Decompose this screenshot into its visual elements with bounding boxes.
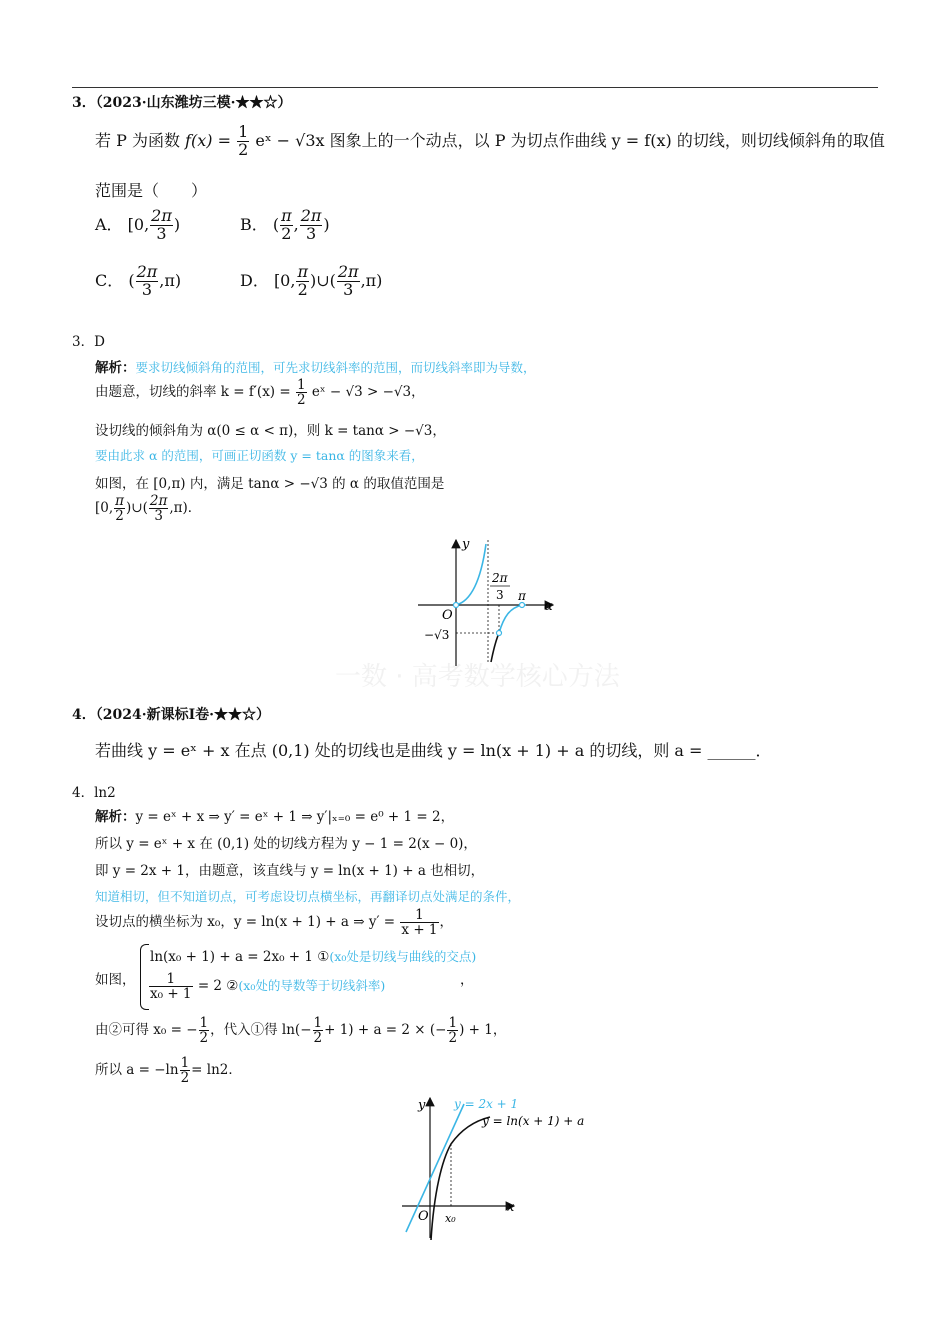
graph2-tangent-label: y = 2x + 1 (454, 1097, 519, 1111)
tan-tick-denominator: 3 (496, 588, 504, 602)
tan-point-origin (454, 603, 459, 608)
a4-line6-fraction1 (199, 1016, 210, 1045)
a3-line1-a: 由题意，切线的斜率 k = f′(x) = (95, 384, 291, 401)
tan-origin-label: O (442, 608, 453, 623)
a4-eq2-den: x₀ + 1 (150, 986, 192, 1003)
a3-line1-num: 1 (296, 377, 306, 393)
a3-line3: 如图，在 [0,π) 内，满足 tanα > −√3 的 α 的取值范围是 (95, 476, 445, 492)
a4-line1-text: y = eˣ + x ⇒ y′ = eˣ + 1 ⇒ y′|ₓ₌₀ = e⁰ + 1 = 2， (135, 809, 455, 825)
a4-line4-num: 1 (400, 908, 438, 923)
a3-line4-post: ,π)． (169, 500, 202, 517)
a3-header: 3．D (72, 334, 105, 350)
option-d-num1: π (297, 262, 308, 281)
a4-line3: 即 y = 2x + 1，由题意，该直线与 y = ln(x + 1) + a 也相切， (95, 863, 485, 879)
a4-eq2-num: 1 (149, 972, 193, 987)
a3-line4-den1: 2 (115, 508, 124, 525)
option-d-fraction2 (337, 264, 360, 299)
q3-option-c (95, 264, 181, 299)
tan-y-label: y (462, 537, 470, 552)
a4-note1-text: 知道相切，但不知道切点，可考虑设切点横坐标，再翻译切点处满足的条件， (95, 889, 521, 904)
a4-line7 (95, 1056, 242, 1085)
option-d-num2: 2π (337, 262, 359, 281)
a4-line6-den1: 2 (199, 1030, 209, 1047)
a4-line5-label: 如图， (95, 972, 136, 988)
q4-stem: 若曲线 y = eˣ + x 在点 (0,1) 处的切线也是曲线 y = ln(x + 1) + a 的切线，则 a = ______． (95, 741, 772, 760)
a4-eq2 (148, 972, 385, 1001)
q4-header (72, 704, 270, 724)
a3-note1: 要求切线倾斜角的范围，可先求切线斜率的范围，而切线斜率即为导数， (135, 360, 536, 375)
graph2-y-label: y (418, 1098, 426, 1113)
option-d-post: ,π) (360, 270, 383, 290)
tan-graph (410, 532, 580, 672)
option-b-num1: π (281, 206, 292, 225)
option-b-pre: ( (272, 214, 280, 234)
top-rule (72, 87, 878, 88)
a4-line6-den3: 2 (448, 1030, 458, 1047)
option-d-mid: )∪( (309, 270, 336, 290)
a3-line-note1 (95, 356, 536, 376)
a3-line4 (95, 494, 201, 523)
a4-eq2-fraction (149, 972, 193, 1001)
option-c-pre: ( (128, 270, 135, 290)
a4-line7-b: = ln2． (191, 1062, 242, 1079)
q3-half-fraction (237, 124, 249, 159)
a4-line7-num: 1 (180, 1055, 190, 1071)
option-a-num: 2π (151, 206, 172, 225)
a3-line1-b: eˣ − √3 > −√3， (311, 384, 425, 401)
a4-line2: 所以 y = eˣ + x 在 (0,1) 处的切线方程为 y − 1 = 2(x − 0)， (95, 836, 477, 852)
a4-line6-e: ) + 1， (459, 1022, 507, 1039)
option-a-pre: [0, (127, 214, 150, 234)
option-b-den2: 3 (305, 223, 317, 243)
a4-eq1-text: ln(x₀ + 1) + a = 2x₀ + 1 ① (150, 949, 330, 965)
q3-half-den: 2 (238, 139, 249, 159)
option-a-post: ) (173, 214, 181, 234)
a3-line4-den2: 3 (154, 508, 163, 525)
a3-line4-num1: π (115, 493, 125, 509)
a4-line4 (95, 908, 453, 937)
a3-line1 (95, 378, 425, 407)
a4-eq-comma: ， (460, 972, 474, 988)
a4-line6-den2: 2 (313, 1030, 323, 1047)
tan-point-2pi3 (497, 631, 502, 636)
a4-line1 (95, 805, 454, 825)
a3-note2-text: 要由此求 α 的范围，可画正切函数 y = tanα 的图象来看， (95, 448, 424, 463)
option-d-den2: 3 (343, 279, 354, 299)
a4-line6-a: 由②可得 x₀ = − (95, 1022, 198, 1039)
option-b-fraction1 (280, 208, 293, 243)
option-b-mid: , (293, 214, 299, 234)
q3-option-a (95, 208, 180, 243)
q3-option-d (240, 264, 382, 299)
option-b-den1: 2 (281, 223, 292, 243)
option-c-fraction (136, 264, 159, 299)
option-b-fraction2 (300, 208, 323, 243)
a4-eq2-rest: = 2 ② (197, 978, 239, 995)
option-a-den: 3 (156, 223, 167, 243)
a4-line6-fraction2 (313, 1016, 324, 1045)
option-c-num: 2π (136, 262, 158, 281)
a4-line6 (95, 1016, 506, 1045)
q4-source: （2024·新课标Ⅰ卷·★★☆） (95, 707, 271, 723)
q3-option-b (240, 208, 330, 243)
a3-line1-den: 2 (296, 392, 306, 409)
a4-line7-fraction (180, 1056, 191, 1085)
q3-header (72, 92, 291, 112)
graph2-origin-label: O (418, 1209, 429, 1224)
q3-half-num: 1 (238, 122, 249, 141)
option-b-num2: 2π (300, 206, 322, 225)
option-c-post: ,π) (159, 270, 182, 290)
watermark: 一数 · 高考数学核心方法 (335, 662, 620, 692)
a3-line4-mid: )∪( (126, 500, 148, 517)
a4-line6-b: ，代入①得 ln(− (210, 1022, 312, 1039)
q3-stem-line1 (95, 124, 885, 159)
graph2-x-label: x (507, 1200, 515, 1215)
a4-line4-den: x + 1 (401, 922, 438, 939)
a4-line7-den: 2 (180, 1070, 190, 1087)
a3-line1-fraction (296, 378, 307, 407)
q3-stem-a: 若 P 为函数 (95, 130, 180, 150)
a3-label: 解析： (95, 360, 136, 376)
a4-eq2-note: (x₀处的导数等于切线斜率) (238, 978, 386, 994)
option-d-den1: 2 (297, 279, 308, 299)
q3-source: （2023·山东潍坊三模·★★☆） (95, 95, 292, 111)
graph2-curve-label: y = ln(x + 1) + a (482, 1114, 585, 1128)
a4-line6-num1: 1 (199, 1015, 209, 1031)
q4-number: 4． (72, 707, 96, 723)
option-d-label: D． (240, 270, 269, 290)
option-d-fraction1 (296, 264, 309, 299)
option-a-fraction (150, 208, 173, 243)
tan-tick-numerator: 2π (492, 571, 508, 585)
graph2-x0-label: x₀ (445, 1212, 456, 1225)
tan-branch-right-highlight (499, 605, 526, 633)
option-c-den: 3 (141, 279, 153, 299)
a4-line6-num2: 1 (313, 1015, 323, 1031)
graph2-log-curve (431, 1117, 490, 1240)
option-b-post: ) (323, 214, 330, 234)
a4-eq1-note: (x₀处是切线与曲线的交点) (329, 949, 477, 964)
a4-line4-fraction (400, 908, 438, 937)
q3-stem-func: f(x) = (185, 130, 231, 150)
q3-stem-b: eˣ − √3x 图象上的一个动点，以 P 为切点作曲线 y = f(x) 的切线，则切线倾斜角的取值 (255, 130, 885, 150)
a4-line4-a: 设切点的横坐标为 x₀，y = ln(x + 1) + a ⇒ y′ = (95, 914, 396, 931)
a4-header: 4．ln2 (72, 785, 116, 801)
a3-line2: 设切线的倾斜角为 α(0 ≤ α < π)，则 k = tanα > −√3， (95, 423, 446, 439)
a4-line6-c: + 1) + a = 2 × (− (324, 1022, 447, 1039)
a4-line7-a: 所以 a = −ln (95, 1062, 179, 1079)
a4-label: 解析： (95, 809, 136, 825)
option-a-label: A． (95, 214, 123, 234)
option-d-pre: [0, (273, 270, 296, 290)
tan-point-pi (520, 603, 525, 608)
q3-stem-line2: 范围是（ ） (95, 181, 208, 200)
a4-line6-fraction3 (447, 1016, 458, 1045)
tan-neg-root3-label: −√3 (424, 628, 450, 642)
a4-line6-num3: 1 (448, 1015, 458, 1031)
tangent-log-graph (398, 1092, 588, 1242)
a4-line4-b: ， (439, 914, 454, 931)
a4-eq1 (150, 947, 476, 965)
q3-number: 3． (72, 95, 96, 111)
a3-line4-fraction2 (149, 494, 168, 523)
a3-line4-fraction1 (114, 494, 125, 523)
a3-note2 (95, 446, 424, 464)
a4-note1 (95, 887, 520, 905)
tan-pi-label: π (518, 589, 526, 603)
tan-x-label: α (544, 599, 553, 614)
option-b-label: B． (240, 214, 268, 234)
a3-line4-pre: [0, (95, 500, 114, 517)
option-c-label: C． (95, 270, 124, 290)
a3-line4-num2: 2π (149, 493, 168, 509)
tan-branch-left-highlight (456, 544, 486, 605)
